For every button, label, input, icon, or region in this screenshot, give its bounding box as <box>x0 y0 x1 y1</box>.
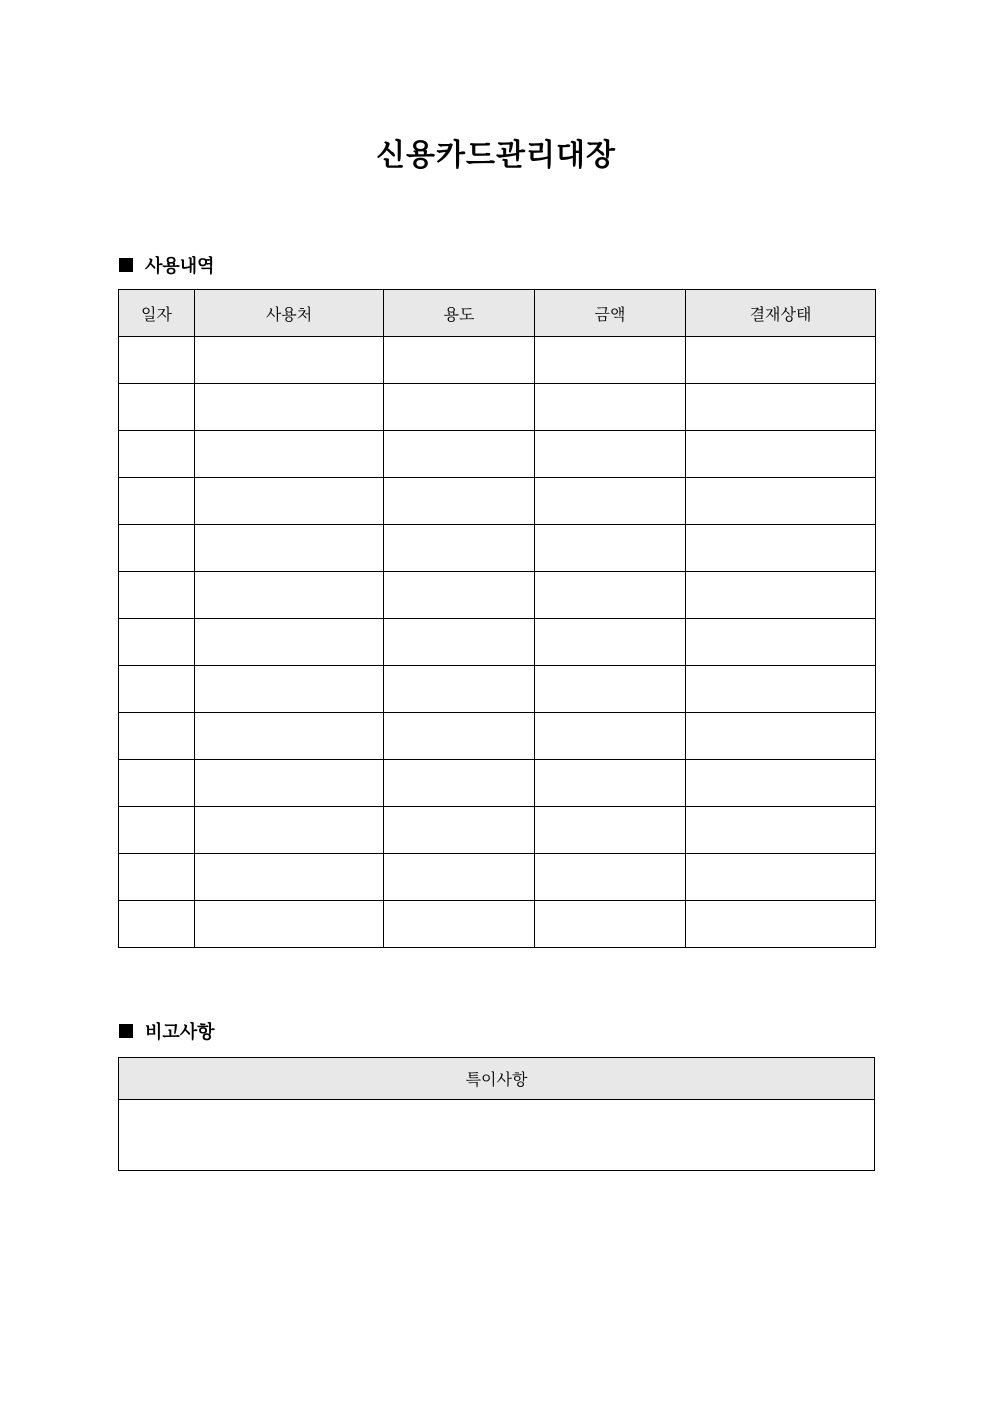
table-row <box>119 478 876 525</box>
table-row <box>119 572 876 619</box>
table-row <box>119 666 876 713</box>
table-row <box>119 384 876 431</box>
merchant-cell[interactable] <box>195 431 384 478</box>
purpose-cell[interactable] <box>384 854 535 901</box>
merchant-cell[interactable] <box>195 572 384 619</box>
payment-status-cell[interactable] <box>686 431 876 478</box>
merchant-cell[interactable] <box>195 760 384 807</box>
payment-status-cell[interactable] <box>686 713 876 760</box>
payment-status-cell[interactable] <box>686 854 876 901</box>
amount-cell[interactable] <box>535 572 686 619</box>
amount-cell[interactable] <box>535 854 686 901</box>
merchant-cell[interactable] <box>195 901 384 948</box>
purpose-cell[interactable] <box>384 525 535 572</box>
remarks-content-cell[interactable] <box>119 1100 875 1171</box>
remarks-section-heading-label: 비고사항 <box>145 1022 215 1043</box>
table-row <box>119 854 876 901</box>
purpose-cell[interactable] <box>384 666 535 713</box>
payment-status-cell[interactable] <box>686 666 876 713</box>
document-title: 신용카드관리대장 <box>376 138 616 173</box>
merchant-cell[interactable] <box>195 619 384 666</box>
amount-cell[interactable] <box>535 807 686 854</box>
amount-cell[interactable] <box>535 431 686 478</box>
remarks-content-row <box>119 1100 875 1171</box>
usage-section-heading <box>119 253 215 277</box>
table-row <box>119 619 876 666</box>
date-cell[interactable] <box>119 431 195 478</box>
merchant-cell[interactable] <box>195 525 384 572</box>
amount-cell[interactable] <box>535 901 686 948</box>
amount-cell[interactable] <box>535 619 686 666</box>
purpose-cell[interactable] <box>384 619 535 666</box>
date-cell[interactable] <box>119 807 195 854</box>
date-cell[interactable] <box>119 666 195 713</box>
date-cell[interactable] <box>119 525 195 572</box>
usage-section-heading-label: 사용내역 <box>145 256 215 277</box>
date-cell[interactable] <box>119 619 195 666</box>
amount-cell[interactable] <box>535 525 686 572</box>
amount-cell[interactable] <box>535 760 686 807</box>
usage-table-header-row <box>119 290 876 337</box>
table-row <box>119 807 876 854</box>
merchant-cell[interactable] <box>195 478 384 525</box>
purpose-cell[interactable] <box>384 807 535 854</box>
amount-cell[interactable] <box>535 666 686 713</box>
payment-status-cell[interactable] <box>686 901 876 948</box>
payment-status-cell[interactable] <box>686 337 876 384</box>
remarks-table-header-row <box>119 1058 875 1100</box>
amount-cell[interactable] <box>535 337 686 384</box>
payment-status-cell[interactable] <box>686 760 876 807</box>
purpose-cell[interactable] <box>384 713 535 760</box>
payment-status-cell[interactable] <box>686 619 876 666</box>
column-header-special-notes: 특이사항 <box>119 1058 875 1100</box>
purpose-cell[interactable] <box>384 384 535 431</box>
amount-cell[interactable] <box>535 713 686 760</box>
merchant-cell[interactable] <box>195 854 384 901</box>
purpose-cell[interactable] <box>384 572 535 619</box>
table-row <box>119 713 876 760</box>
table-row <box>119 525 876 572</box>
square-bullet-icon <box>119 1024 133 1038</box>
merchant-cell[interactable] <box>195 807 384 854</box>
amount-cell[interactable] <box>535 384 686 431</box>
purpose-cell[interactable] <box>384 337 535 384</box>
date-cell[interactable] <box>119 901 195 948</box>
purpose-cell[interactable] <box>384 431 535 478</box>
purpose-cell[interactable] <box>384 901 535 948</box>
date-cell[interactable] <box>119 337 195 384</box>
merchant-cell[interactable] <box>195 384 384 431</box>
table-row <box>119 901 876 948</box>
date-cell[interactable] <box>119 760 195 807</box>
column-header-purpose: 용도 <box>384 290 535 337</box>
merchant-cell[interactable] <box>195 713 384 760</box>
remarks-table <box>118 1057 875 1171</box>
payment-status-cell[interactable] <box>686 572 876 619</box>
date-cell[interactable] <box>119 384 195 431</box>
amount-cell[interactable] <box>535 478 686 525</box>
date-cell[interactable] <box>119 854 195 901</box>
column-header-merchant: 사용처 <box>195 290 384 337</box>
purpose-cell[interactable] <box>384 478 535 525</box>
date-cell[interactable] <box>119 478 195 525</box>
table-row <box>119 337 876 384</box>
merchant-cell[interactable] <box>195 666 384 713</box>
usage-table <box>118 289 876 948</box>
purpose-cell[interactable] <box>384 760 535 807</box>
date-cell[interactable] <box>119 572 195 619</box>
payment-status-cell[interactable] <box>686 525 876 572</box>
table-row <box>119 760 876 807</box>
column-header-date: 일자 <box>119 290 195 337</box>
table-row <box>119 431 876 478</box>
remarks-section-heading <box>119 1019 215 1043</box>
payment-status-cell[interactable] <box>686 384 876 431</box>
payment-status-cell[interactable] <box>686 478 876 525</box>
merchant-cell[interactable] <box>195 337 384 384</box>
square-bullet-icon <box>119 258 133 272</box>
date-cell[interactable] <box>119 713 195 760</box>
column-header-payment-status: 결재상태 <box>686 290 876 337</box>
column-header-amount: 금액 <box>535 290 686 337</box>
payment-status-cell[interactable] <box>686 807 876 854</box>
